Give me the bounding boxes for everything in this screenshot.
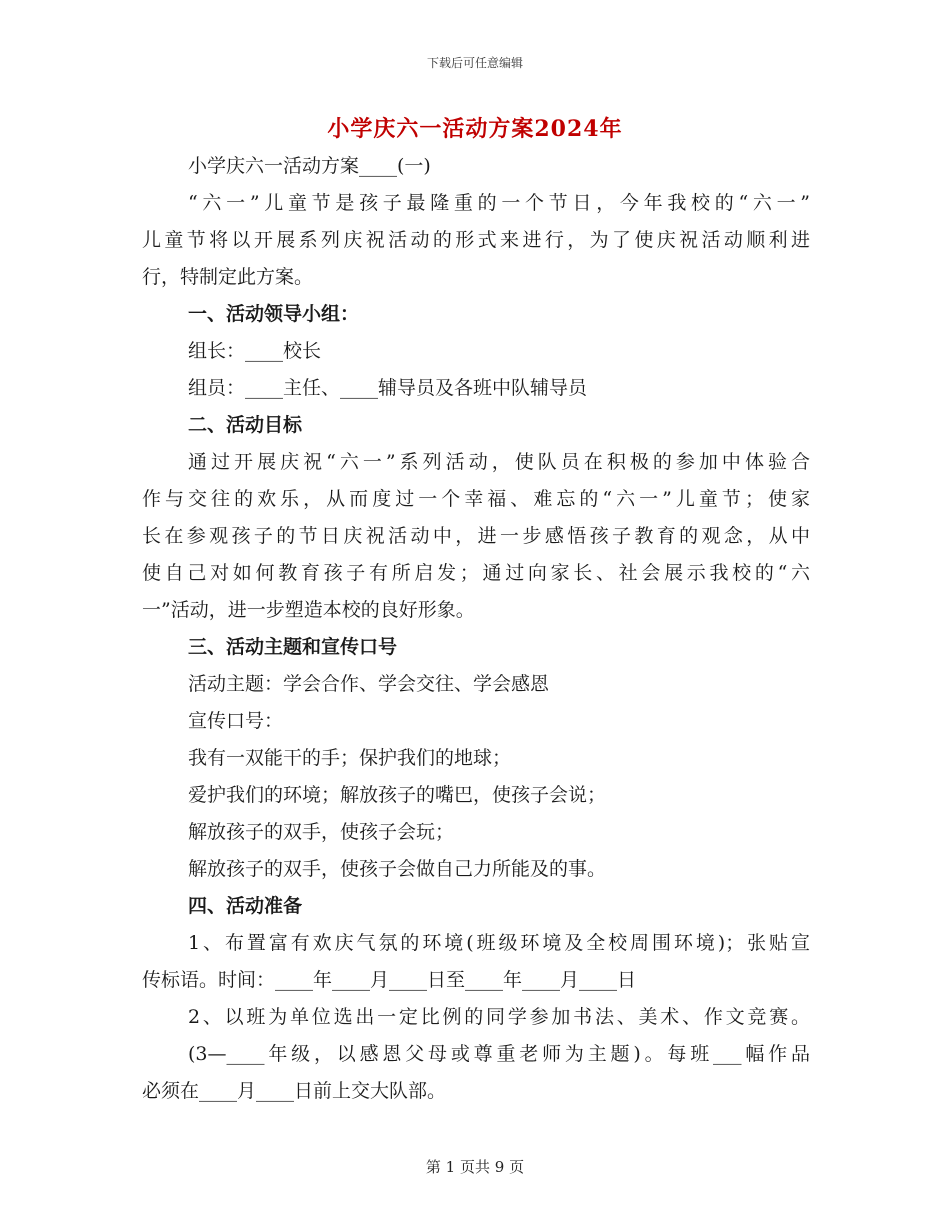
- body-line: 解放孩子的双手，使孩子会做自己力所能及的事。: [188, 858, 607, 880]
- body-line: 宣传口号：: [188, 710, 284, 732]
- body-line: 作与交往的欢乐，从而度过一个幸福、难忘的“六一”儿童节；使家: [142, 488, 810, 510]
- body-line: 爱护我们的环境；解放孩子的嘴巴，使孩子会说；: [188, 784, 607, 806]
- body-line: 1、布置富有欢庆气氛的环境(班级环境及全校周围环境)；张贴宣: [188, 932, 810, 954]
- page-footer: 第 1 页共 9 页: [425, 1158, 525, 1176]
- body-line: 使自己对如何教育孩子有所启发；通过向家长、社会展示我校的“六: [142, 562, 810, 584]
- document-title: 小学庆六一活动方案2024年: [327, 116, 623, 142]
- section-heading: 四、活动准备: [188, 895, 303, 917]
- body-line: 行，特制定此方案。: [142, 266, 314, 288]
- body-line: 长在参观孩子的节日庆祝活动中，进一步感悟孩子教育的观念，从中: [142, 525, 810, 547]
- body-line: “六一”儿童节是孩子最隆重的一个节日，今年我校的“六一”: [188, 192, 810, 214]
- body-line: 一”活动，进一步塑造本校的良好形象。: [142, 599, 475, 621]
- body-line: 2、以班为单位选出一定比例的同学参加书法、美术、作文竞赛。: [188, 1006, 810, 1028]
- body-line: 我有一双能干的手；保护我们的地球；: [188, 747, 512, 769]
- body-line: (3—____年级，以感恩父母或尊重老师为主题)。每班___幅作品: [188, 1043, 810, 1065]
- body-line: 通过开展庆祝“六一”系列活动，使队员在积极的参加中体验合: [188, 451, 810, 473]
- section-heading: 三、活动主题和宣传口号: [188, 636, 398, 658]
- body-line: 小学庆六一活动方案____(一): [188, 155, 431, 177]
- body-line: 必须在____月____日前上交大队部。: [142, 1080, 447, 1102]
- body-line: 传标语。时间：____年____月____日至____年____月____日: [142, 969, 637, 991]
- section-heading: 二、活动目标: [188, 414, 303, 436]
- section-heading: 一、活动领导小组：: [188, 303, 360, 325]
- body-line: 活动主题：学会合作、学会交往、学会感恩: [188, 673, 550, 695]
- body-line: 组员：____主任、____辅导员及各班中队辅导员: [188, 377, 588, 399]
- document-body: [142, 148, 810, 1110]
- header-note: 下载后可任意编辑: [426, 56, 523, 70]
- body-line: 组长：____校长: [188, 340, 322, 362]
- body-line: 解放孩子的双手，使孩子会玩；: [188, 821, 455, 843]
- body-line: 儿童节将以开展系列庆祝活动的形式来进行，为了使庆祝活动顺利进: [142, 229, 810, 251]
